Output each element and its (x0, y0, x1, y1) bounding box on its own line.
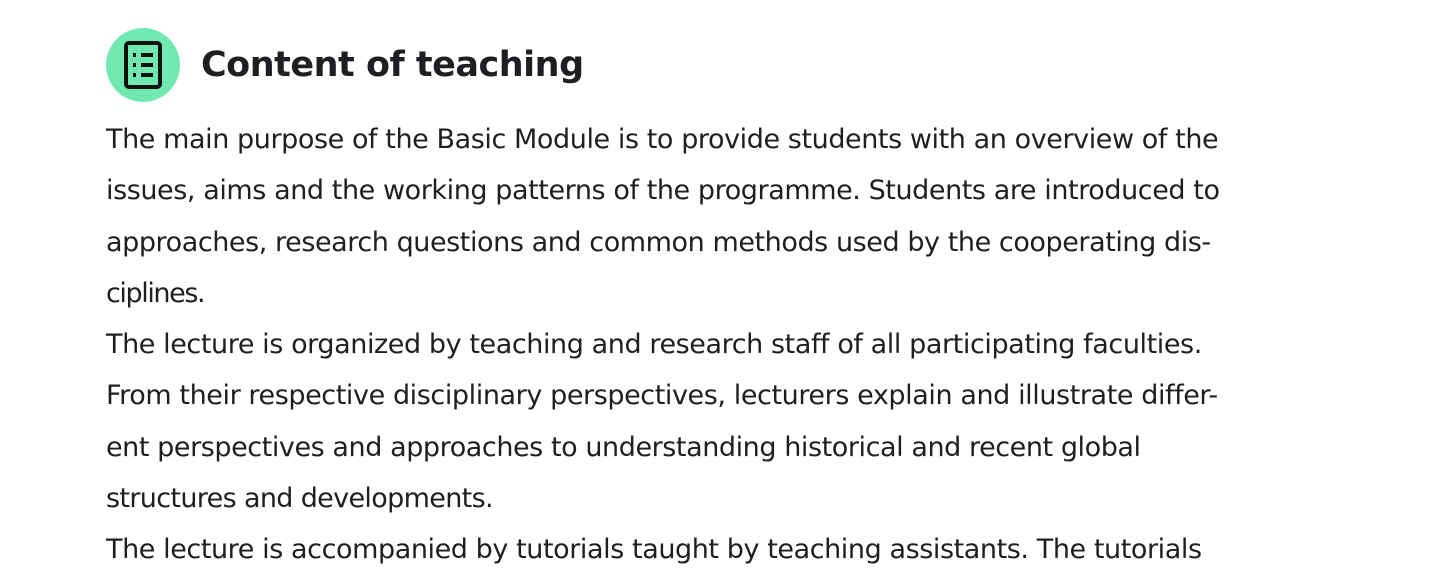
body-line: structures and developments. (106, 483, 493, 515)
body-line: issues, aims and the working patterns of the programme. Students are introduced to (106, 175, 1220, 207)
body-line: ciplines. (106, 277, 205, 309)
body-line: ent perspectives and approaches to understanding historical and recent global (106, 431, 1141, 463)
body-line: The main purpose of the Basic Module is to provide students with an overview of the (106, 124, 1219, 155)
body-line: The lecture is organized by teaching and research staff of all participating faculties. (106, 329, 1202, 361)
body-line: The lecture is accompanied by tutorials taught by teaching assistants. The tutorials (106, 534, 1202, 566)
section-body (106, 114, 1336, 576)
section-header (106, 28, 1336, 102)
body-line: approaches, research questions and common methods used by the cooperating dis- (106, 226, 1211, 258)
body-line: From their respective disciplinary perspectives, lecturers explain and illustrate differ- (106, 380, 1218, 412)
content-of-teaching-section (106, 28, 1336, 576)
document-list-icon (106, 28, 180, 102)
section-title: Content of teaching (201, 45, 584, 85)
